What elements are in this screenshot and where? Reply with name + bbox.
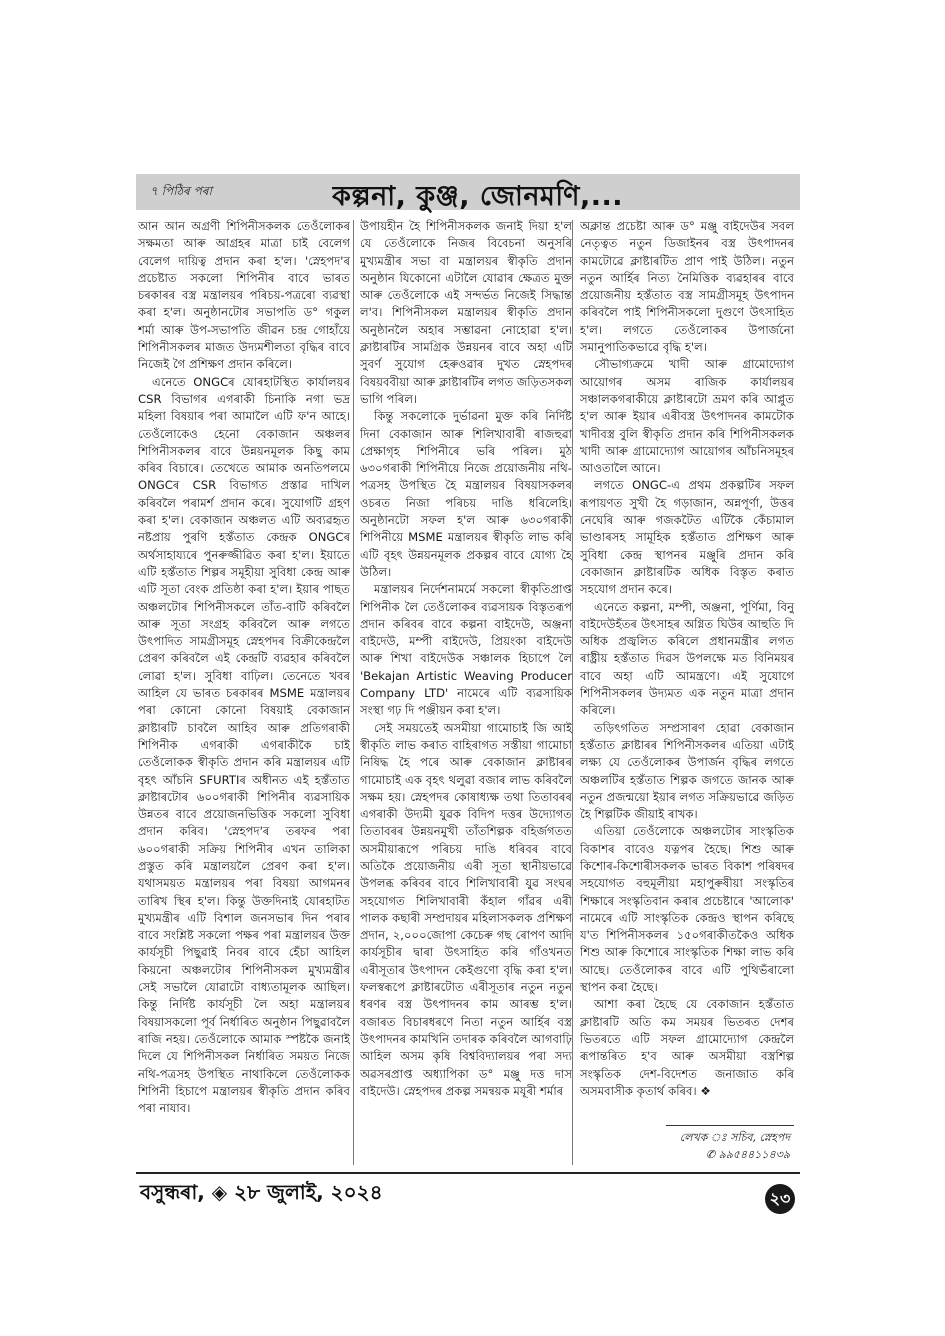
author-role: লেখক ঃ সচিব, স্নেহপদ <box>679 1131 790 1144</box>
page-number-badge: ২৩ <box>765 1184 795 1214</box>
paragraph: তড়িৎগতিত সম্প্ৰসাৰণ হোৱা বেকাজান হস্তঁতাত ক্লাষ্টাৰৰ শিপিনীসকলৰ এতিয়া এটাই লক্ষ্য যে তেওঁলোকৰ উপাৰ্জন বৃদ্ধিৰ লগতে অঞ্চলটিৰ হস্তঁতাত শিল্পক জগতে জানক আৰু নতুন প্ৰজন্ময়ো ইয়াৰ লগত সক্ৰিয়ভাৱে জড়িত হৈ শিল্পটিক জীয়াই ৰাখক। <box>580 720 794 822</box>
paragraph: আন আন অগ্ৰণী শিপিনীসকলক তেওঁলোকৰ সক্ষমতা আৰু আগ্ৰহৰ মাত্ৰা চাই বেলেগ বেলেগ দায়িত্ব প্ৰদান কৰা হ'ল। 'স্নেহপদ'ৰ প্ৰচেষ্টাত সকলো শিপিনীৰ বাবে ভাৰত চৰকাৰৰ বস্ত্ৰ মন্ত্ৰালয়ৰ পৰিচয়-পত্ৰৰো ব্যৱস্থা কৰা হ'ল। অনুষ্ঠানটোৰ সভাপতি ড° গকুল শৰ্মা আৰু উপ-সভাপতি জীৱন চন্দ্ৰ গোহাঁয়ে শিপিনীসকলৰ মাজত উদ্যমশীলতা বৃদ্ধিৰ বাবে নিজেই গৈ প্ৰশিক্ষণ প্ৰদান কৰিলে। <box>138 219 350 372</box>
column-divider <box>353 220 354 1165</box>
paragraph: আশা কৰা হৈছে যে বেকাজান হস্তঁতাত ক্লাষ্টাৰটি অতি কম সময়ৰ ভিতৰত দেশৰ ভিতৰতে এটি সফল গ্ৰামোদ্যোগ কেন্দ্ৰলৈ ৰূপান্তৰিত হ'ব আৰু অসমীয়া বস্ত্ৰশিল্প সংস্কৃতিক দেশ-বিদেশত জনাজাত কৰি অসমবাসীক কৃতাৰ্থ কৰিব। ❖ <box>580 997 794 1098</box>
paragraph: এতিয়া তেওঁলোকে অঞ্চলটোৰ সাংস্কৃতিক বিকাশৰ বাবেও যত্নপৰ হৈছে। শিশু আৰু কিশোৰ-কিশোৰীসকলক ভাৰত বিকাশ পৰিষদৰ সহযোগত বহুমূলীয়া মহাপুৰুষীয়া সংস্কৃতিৰ শিক্ষাৰে সংস্কৃতিবান কৰাৰ প্ৰচেষ্টাৰে 'আলোক' নামেৰে এটি সাংস্কৃতিক কেন্দ্ৰও স্থাপন কৰিছে য'ত শিপিনীসকলৰ ১৫০গৰাকীতকৈও অধিক শিশু আৰু কিশোৰে সাংস্কৃতিক শিক্ষা লাভ কৰি আছে। তেওঁলোকৰ বাবে এটি পুথিভঁৰালো স্থাপন কৰা হৈছে। <box>580 824 794 995</box>
paragraph: অক্লান্ত প্ৰচেষ্টা আৰু ড° মঞ্জু বাইদেউৰ সবল নেতৃত্বত নতুন ডিজাইনৰ বস্ত্ৰ উৎপাদনৰ কামটোৱে ক্লাষ্টাৰটিত প্ৰাণ পাই উঠিল। নতুন নতুন আৰ্হিৰ নিত্য নৈমিত্তিক ব্যৱহাৰৰ বাবে প্ৰয়োজনীয় হস্তঁতাত বস্ত্ৰ সামগ্ৰীসমূহ উৎপাদন কৰিবলৈ পাই শিপিনীসকলো দুগুণে উৎসাহিত হ'ল। লগতে তেওঁলোকৰ উপাৰ্জনো সমানুপাতিকভাৱে বৃদ্ধি হ'ল। <box>580 219 794 355</box>
magazine-issue-line: বসুন্ধৰা, ◈ ২৮ জুলাই, ২০২৪ <box>140 1180 383 1204</box>
paragraph: সেই সময়তেই অসমীয়া গামোচাই জি আই স্বীকৃতি লাভ কৰাত বাহিৰাগত সস্তীয়া গামোচা নিষিদ্ধ হৈ পৰে আৰু বেকাজান ক্লাষ্টাৰৰ গামোচাই এক বৃহৎ থলুৱা বজাৰ লাভ কৰিবলৈ সক্ষম হয়। স্নেহপদৰ কোষাধ্যক্ষ তথা তিতাবৰৰ এগৰাকী উদ্যমী যুৱক বিদিপ দত্তৰ উদ্যোগত তিতাবৰৰ উন্নয়নমুখী তাঁতশিল্পক বহিৰ্জগতত অসমীয়াৰূপে পৰিচয় দাঙি ধৰিবৰ বাবে অতিকৈ প্ৰয়োজনীয় এৰী সূতা স্থানীয়ভাৱে উপলব্ধ কৰিবৰ বাবে শিলিখাবাৰী যুৱ সংঘৰ সহযোগত শিলিখাবাৰী কঁহাল গাঁৱৰ এৰী পালক কছাৰী সম্প্ৰদায়ৰ মহিলাসকলক প্ৰশিক্ষণ প্ৰদান, ২,০০০জোপা কেচেৰু গছ ৰোপণ আদি কাৰ্যসূচীৰ দ্বাৰা উৎসাহিত কৰি গাঁওখনত এৰীসূতাৰ উৎপাদন কেইগুণো বৃদ্ধি কৰা হ'ল। ফলস্বৰূপে ক্লাষ্টাৰটোত এৰীসূতাৰ নতুন নতুন ধৰণৰ বস্ত্ৰ উৎপাদনৰ কাম আৰম্ভ হ'ল। বজাৰত বিচাৰধৰণে নিতা নতুন আৰ্হিৰ বস্ত্ৰ উৎপাদনৰ কামখিনি তদাৰক কৰিবলৈ আগবাঢ়ি আহিল অসম কৃষি বিশ্ববিদ্যালয়ৰ পৰা সদ্য অৱসৰপ্ৰাপ্ত অধ্যাপিকা ড° মঞ্জু দত্ত দাস বাইদেউ। স্নেহপদৰ প্ৰকল্প সমন্বয়ক মযূৰী শৰ্মাৰ <box>360 720 572 1098</box>
paragraph: উপায়হীন হৈ শিপিনীসকলক জনাই দিয়া হ'ল যে তেওঁলোকে নিজৰ বিবেচনা অনুসৰি মুখ্যমন্ত্ৰীৰ সভা বা মন্ত্ৰালয়ৰ স্বীকৃতি প্ৰদান অনুষ্ঠান যিকোনো এটালৈ যোৱাৰ ক্ষেত্ৰত মুক্ত আৰু তেওঁলোকে এই সন্দৰ্ভত নিজেই সিদ্ধান্ত ল'ব। শিপিনীসকল মন্ত্ৰালয়ৰ স্বীকৃতি প্ৰদান অনুষ্ঠানলৈ অহাৰ সম্ভাৱনা নোহোৱা হ'ল। ক্লাষ্টাৰটিৰ সামগ্ৰিক উন্নয়নৰ বাবে অহা এটি সুবৰ্ণ সুযোগ হেৰুওৱাৰ দুখত স্নেহপদৰ বিষয়ববীয়া আৰু ক্লাষ্টাৰটিৰ লগত জড়িতসকল ভাগি পৰিল। <box>360 219 572 406</box>
article-column-2 <box>360 218 572 1168</box>
author-credit <box>640 1129 790 1163</box>
article-column-3 <box>580 218 794 1168</box>
author-phone: ✆ ৯৯৫৪৪১১৪৩৯ <box>705 1148 790 1161</box>
paragraph: সৌভাগ্যক্ৰমে খাদী আৰু গ্ৰামোদ্যোগ আয়োগৰ অসম ৰাজিক কাৰ্যালয়ৰ সঞ্চালকগৰাকীয়ে ক্লাষ্টাৰটো ভ্ৰমণ কৰি আপ্লুত হ'ল আৰু ইয়াৰ এৰীবস্ত্ৰ উৎপাদনৰ কামটোক খাদীবস্ত্ৰ বুলি স্বীকৃতি প্ৰদান কৰি শিপিনীসকলক খাদী আৰু গ্ৰামোদ্যোগ আয়োগৰ আঁচনিসমূহৰ আওতালৈ আনে। <box>580 357 794 476</box>
article-title: কল্পনা, কুঞ্জ, জোনমণি,... <box>332 181 624 212</box>
paragraph: মন্ত্ৰালয়ৰ নিৰ্দেশনামৰ্মে সকলো স্বীকৃতিপ্ৰাপ্ত শিপিনীক লৈ তেওঁলোকৰ ব্যৱসায়ক বিস্তৃতৰূপ প্ৰদান কৰিবৰ বাবে কল্পনা বাইদেউ, অঞ্জনা বাইদেউ, মম্পী বাইদেউ, প্ৰিয়ংকা বাইদেউ আৰু শিখা বাইদেউক সঞ্চালক হিচাপে লৈ 'Bekajan Artistic Weaving Producer Company LTD' নামেৰে এটি ব্যৱসায়িক সংস্থা গঢ় দি পঞ্জীয়ন কৰা হ'ল। <box>360 582 572 718</box>
continued-from-label: ৭ পিঠিৰ পৰা <box>150 184 212 198</box>
paragraph: এনেতে কল্পনা, মম্পী, অঞ্জনা, পূৰ্ণিমা, বিনু বাইদেউহঁতৰ উৎসাহৰ অগ্নিত ঘিউৰ আহুতি দি অধিক প্ৰজ্বলিত কৰিলে প্ৰধানমন্ত্ৰীৰ লগত ৰাষ্ট্ৰীয় হস্তঁতাত দিৱস উপলক্ষে মত বিনিময়ৰ বাবে অহা এটি আমন্ত্ৰণে। এই সুযোগে শিপিনীসকলৰ উদ্যমত এক নতুন মাত্ৰা প্ৰদান কৰিলে। <box>580 599 794 718</box>
footer-divider <box>136 1172 800 1174</box>
paragraph: এনেতে ONGCৰ যোৰহাটস্থিত কাৰ্যালয়ৰ CSR বিভাগৰ এগৰাকী চিনাকি নগা ভদ্ৰ মহিলা বিষয়াৰ পৰা আমালৈ এটি ফ'ন আহে। তেওঁলোকেও হেনো বেকাজান অঞ্চলৰ শিপিনীসকলৰ বাবে উন্নয়নমূলক কিছু কাম কৰিব বিচাৰে। তেখেতে আমাক অনতিপলমে ONGCৰ CSR বিভাগত প্ৰস্তাৱ দাখিল কৰিবলৈ পৰামৰ্শ প্ৰদান কৰে। সুযোগটি গ্ৰহণ কৰা হ'ল। বেকাজান অঞ্চলত এটি অব্যৱহৃত নষ্টপ্ৰায় পুৰণি হস্তঁতাত কেন্দ্ৰক ONGCৰ অৰ্থসাহায্যৰে পুনৰুজ্জীৱিত কৰা হ'ল। ইয়াতে এটি হস্তঁতাত শিল্পৰ সমূহীয়া সুবিধা কেন্দ্ৰ আৰু এটি সূতা বেংক প্ৰতিষ্ঠা কৰা হ'ল। ইয়াৰ পাছত অঞ্চলটোৰ শিপিনীসকলে তাঁত-বাটি কৰিবলৈ আৰু সূতা সংগ্ৰহ কৰিবলৈ আৰু লগতে উৎপাদিত সামগ্ৰীসমূহ স্নেহপদৰ বিক্ৰীকেন্দ্ৰলৈ প্ৰেৰণ কৰিবলৈ এই কেন্দ্ৰটি ব্যৱহাৰ কৰিবলৈ লোৱা হ'ল। সুবিধা বাঢ়িল। তেনেতে খবৰ আহিল যে ভাৰত চৰকাৰৰ MSME মন্ত্ৰালয়ৰ পৰা কোনো কোনো বিষয়াই বেকাজান ক্লাষ্টাৰটি চাবলৈ আহিব আৰু প্ৰতিগৰাকী শিপিনীক এগৰাকী এগৰাকীকৈ চাই তেওঁলোকক স্বীকৃতি প্ৰদান কৰি মন্ত্ৰালয়ৰ এটি বৃহৎ আঁচনি SFURTIৰ অধীনত এই হস্তঁতাত ক্লাষ্টাৰটোৰ ৬০০গৰাকী শিপিনীৰ ব্যৱসায়িক উন্নতৰ বাবে প্ৰয়োজনভিত্তিক সকলো সুবিধা প্ৰদান কৰিব। 'স্নেহপদ'ৰ তৰফৰ পৰা ৬০০গৰাকী সক্ৰিয় শিপিনীৰ এখন তালিকা প্ৰস্তুত কৰি মন্ত্ৰালয়লৈ প্ৰেৰণ কৰা হ'ল। যথাসময়ত মন্ত্ৰালয়ৰ পৰা বিষয়া আগমনৰ তাৰিখ স্থিৰ হ'ল। কিন্তু উক্তদিনাই যোৰহাটত মুখ্যমন্ত্ৰীৰ এটি বিশাল জনসভাৰ দিন পৰাৰ বাবে সংশ্লিষ্ট সকলো পক্ষৰ পৰা মন্ত্ৰালয়ৰ উক্ত কাৰ্যসূচী পিছুৱাই নিবৰ বাবে হেঁচা আহিল কিয়নো অঞ্চলটোৰ শিপিনীসকল মুখ্যমন্ত্ৰীৰ সেই সভালৈ যোৱাটো বাধ্যতামূলক আছিল। কিন্তু নিৰ্দিষ্ট কাৰ্যসূচী লৈ অহা মন্ত্ৰালয়ৰ বিষয়াসকলো পূৰ্ব নিৰ্ধাৰিত অনুষ্ঠান পিছুৱাবলৈ ৰাজি নহয়। তেওঁলোকে আমাক স্পষ্টকৈ জনাই দিলে যে শিপিনীসকল নিৰ্ধাৰিত সময়ত নিজে নথি-পত্ৰসহ উপস্থিত নাথাকিলে তেওঁলোকক শিপিনী হিচাপে মন্ত্ৰালয়ৰ স্বীকৃতি প্ৰদান কৰিব পৰা নাযাব। <box>138 374 350 1116</box>
column-divider <box>572 220 573 1165</box>
paragraph: কিন্তু সকলোকে দুৰ্ভাৱনা মুক্ত কৰি নিৰ্দিষ্ট দিনা বেকাজান আৰু শিলিখাবাৰী ৰাজহুৱা প্ৰেক্ষাগৃহ শিপিনীৰে ভৰি পৰিল। মুঠ ৬৩০গৰাকী শিপিনীয়ে নিজে প্ৰয়োজনীয় নথি-পত্ৰসহ উপস্থিত হৈ মন্ত্ৰালয়ৰ বিষয়াসকলৰ ওচৰত নিজা পৰিচয় দাঙি ধৰিলেহি। অনুষ্ঠানটো সফল হ'ল আৰু ৬৩০গৰাকী শিপিনীয়ে MSME মন্ত্ৰালয়ৰ স্বীকৃতি লাভ কৰি এটি বৃহৎ উন্নয়নমূলক প্ৰকল্পৰ বাবে যোগ্য হৈ উঠিল। <box>360 409 572 579</box>
article-column-1 <box>138 218 350 1168</box>
paragraph: লগতে ONGC-এ প্ৰথম প্ৰকল্পটিৰ সফল ৰূপায়ণত সুখী হৈ গড়াজান, অন্নপূৰ্ণা, উত্তৰ নেঘেৰি আৰু গজকটৈত এটিকৈ কেঁচামাল ভাণ্ডাৰসহ সামূহিক হস্তঁতাত প্ৰশিক্ষণ আৰু সুবিধা কেন্দ্ৰ স্থাপনৰ মঞ্জুৰি প্ৰদান কৰি বেকাজান ক্লাষ্টাৰটিক অধিক বিস্তৃত কৰাত সহযোগ প্ৰদান কৰে। <box>580 478 794 597</box>
author-divider <box>666 1125 794 1126</box>
